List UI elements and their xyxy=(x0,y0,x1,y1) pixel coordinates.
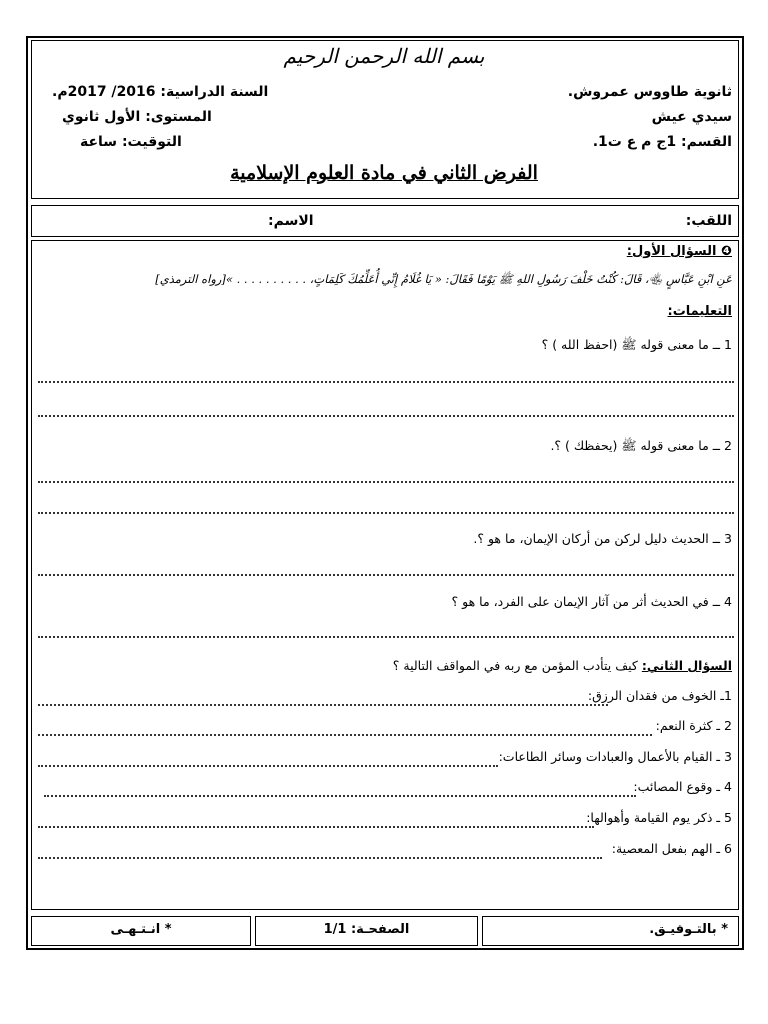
q2-item-4: 4 ـ وقوع المصائب: xyxy=(633,779,732,794)
student-info-box xyxy=(31,205,739,237)
answer-line[interactable] xyxy=(38,415,734,417)
q2-item-6: 6 ـ الهم بفعل المعصية: xyxy=(611,841,732,856)
q2-item-1: 1ـ الخوف من فقدان الرزق: xyxy=(587,688,732,703)
q2-heading-text: السؤال الثاني: xyxy=(641,658,732,673)
q1-item-2: 2 ــ ما معنى قوله ﷺ (يحفظك ) ؟. xyxy=(550,438,732,453)
page-number: الصفحـة: 1/1 xyxy=(323,922,410,937)
answer-line[interactable] xyxy=(38,734,652,736)
answer-line[interactable] xyxy=(38,636,734,638)
answer-line[interactable] xyxy=(38,765,498,767)
answer-line[interactable] xyxy=(38,704,608,706)
hadith-text: عَنِ ابْنِ عَبَّاسٍ ﵄، قَالَ: كُنْتُ خَلْفَ رَسُولِ اللهِ ﷺ يَوْمًا فَقَالَ: « يَا غُلَامُ إِنِّي أُعَلِّمُكَ كَلِمَاتٍ، . . . . . . . . . . »[رواه الترمذي] xyxy=(155,272,732,286)
answer-line[interactable] xyxy=(38,857,602,859)
name-label: الاسم: xyxy=(268,213,314,229)
good-luck-text: * بالتـوفيـق. xyxy=(649,922,728,937)
q2-heading xyxy=(393,658,732,673)
answer-line[interactable] xyxy=(38,574,734,576)
surname-label: اللقب: xyxy=(685,213,732,229)
answer-line[interactable] xyxy=(38,481,734,483)
q1-heading-text: السؤال الأول: xyxy=(626,244,717,259)
q1-item-4: 4 ــ في الحديث أثر من آثار الإيمان على الفرد، ما هو ؟ xyxy=(451,594,732,609)
answer-line[interactable] xyxy=(38,826,594,828)
class-section: القسم: 1ج م ع ت1. xyxy=(592,134,732,150)
q2-item-3: 3 ـ القيام بالأعمال والعبادات وسائر الطاعات: xyxy=(498,749,732,764)
school-year: السنة الدراسية: 2016/ 2017م. xyxy=(52,84,269,100)
q2-item-2: 2 ـ كثرة النعم: xyxy=(655,718,732,733)
school-name: ثانوية طاووس عمروش. xyxy=(567,84,732,100)
grade-level: المستوى: الأول ثانوي xyxy=(62,109,212,125)
answer-line[interactable] xyxy=(38,512,734,514)
q2-item-5: 5 ـ ذكر يوم القيامة وأهوالها: xyxy=(586,810,732,825)
exam-duration: التوقيت: ساعة xyxy=(80,134,182,150)
basmala: بسم الله الرحمن الرحيم xyxy=(283,44,485,68)
end-text: * انـتـهـى xyxy=(110,922,172,937)
instructions-heading: التعليمات: xyxy=(667,304,732,319)
answer-line[interactable] xyxy=(38,381,734,383)
answer-line[interactable] xyxy=(44,795,636,797)
exam-title: الفرض الثاني في مادة العلوم الإسلامية xyxy=(230,162,538,184)
q1-heading xyxy=(627,244,732,259)
town-name: سيدي عيش xyxy=(651,109,732,125)
q2-prompt: كيف يتأدب المؤمن مع ربه في المواقف التالية ؟ xyxy=(392,658,642,673)
q1-item-3: 3 ــ الحديث دليل لركن من أركان الإيمان، ما هو ؟. xyxy=(473,531,732,546)
q1-item-1: 1 ــ ما معنى قوله ﷺ (احفظ الله ) ؟ xyxy=(541,337,732,352)
q1-badge: ❹ xyxy=(720,244,732,259)
